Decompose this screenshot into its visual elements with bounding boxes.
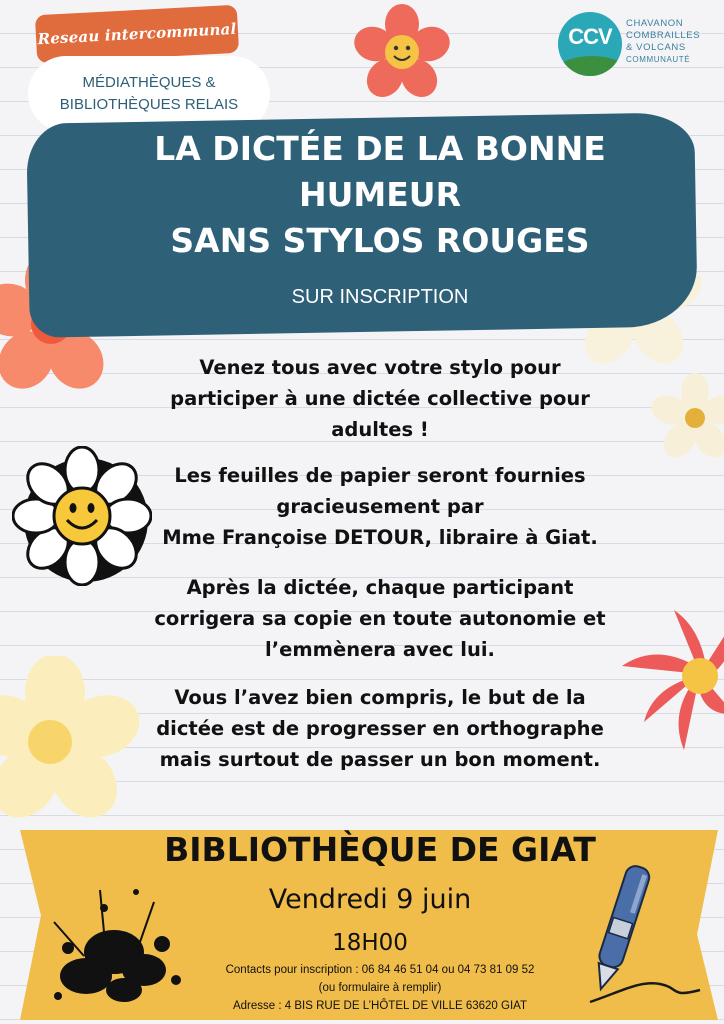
p2-line-3: Mme Françoise DETOUR, libraire à Giat. <box>162 526 598 549</box>
title-line-1: LA DICTÉE DE LA BONNE <box>154 129 606 168</box>
p2-line-1: Les feuilles de papier seront fournies <box>174 464 586 487</box>
form-note: (ou formulaire à remplir) <box>318 982 442 994</box>
small-cream-flower-icon <box>650 372 724 462</box>
network-tag <box>35 5 239 64</box>
network-tag-label: Reseau intercommunal <box>37 19 237 49</box>
p1-line-3: adultes ! <box>331 418 429 441</box>
address-line: Adresse : 4 BIS RUE DE L’HÔTEL DE VILLE 63620 GIAT <box>232 1000 527 1012</box>
p3-line-1: Après la dictée, chaque participant <box>186 576 574 599</box>
logo-line-4: COMMUNAUTÉ <box>626 55 691 64</box>
paragraph-paper <box>120 460 640 553</box>
p2-line-2: gracieusement par <box>276 495 484 518</box>
p4-line-3: mais surtout de passer un bon moment. <box>159 748 601 771</box>
ccv-logo-text <box>626 18 722 66</box>
logo-line-2: COMBRAILLES <box>626 30 701 41</box>
smiley-flower-top-icon <box>352 2 452 102</box>
ink-splatter-icon <box>44 872 194 1012</box>
pen-icon <box>560 860 710 1010</box>
p3-line-2: corrigera sa copie en toute autonomie et <box>154 607 606 630</box>
logo-line-3: & VOLCANS <box>626 42 686 53</box>
ccv-logo-mark-icon <box>558 12 622 76</box>
contacts-line: Contacts pour inscription : 06 84 46 51 04 ou 04 73 81 09 52 <box>225 964 535 976</box>
venue-title: BIBLIOTHÈQUE DE GIAT <box>164 830 596 869</box>
p4-line-2: dictée est de progresser en orthographe <box>156 717 604 740</box>
page-title <box>60 126 700 264</box>
logo-line-1: CHAVANON <box>626 18 684 29</box>
event-date: Vendredi 9 juin <box>268 884 472 915</box>
title-line-3: SANS STYLOS ROUGES <box>170 221 590 260</box>
paragraph-goal <box>120 682 640 775</box>
pale-yellow-flower-left-icon <box>0 656 140 826</box>
title-line-2: HUMEUR <box>298 175 461 214</box>
paragraph-invitation <box>120 352 640 445</box>
event-time: 18H00 <box>332 930 408 956</box>
relay-line-1: MÉDIATHÈQUES & <box>82 74 216 91</box>
paragraph-correction <box>120 572 640 665</box>
p1-line-1: Venez tous avec votre stylo pour <box>199 356 561 379</box>
ccv-logo <box>558 10 718 82</box>
ccv-logo-letters: CCV <box>568 24 612 49</box>
p4-line-1: Vous l’avez bien compris, le but de la <box>174 686 586 709</box>
p1-line-2: participer à une dictée collective pour <box>170 387 590 410</box>
relay-line-2: BIBLIOTHÈQUES RELAIS <box>59 96 239 113</box>
p3-line-3: l’emmènera avec lui. <box>265 638 495 661</box>
registration-subtitle: SUR INSCRIPTION <box>291 286 469 308</box>
